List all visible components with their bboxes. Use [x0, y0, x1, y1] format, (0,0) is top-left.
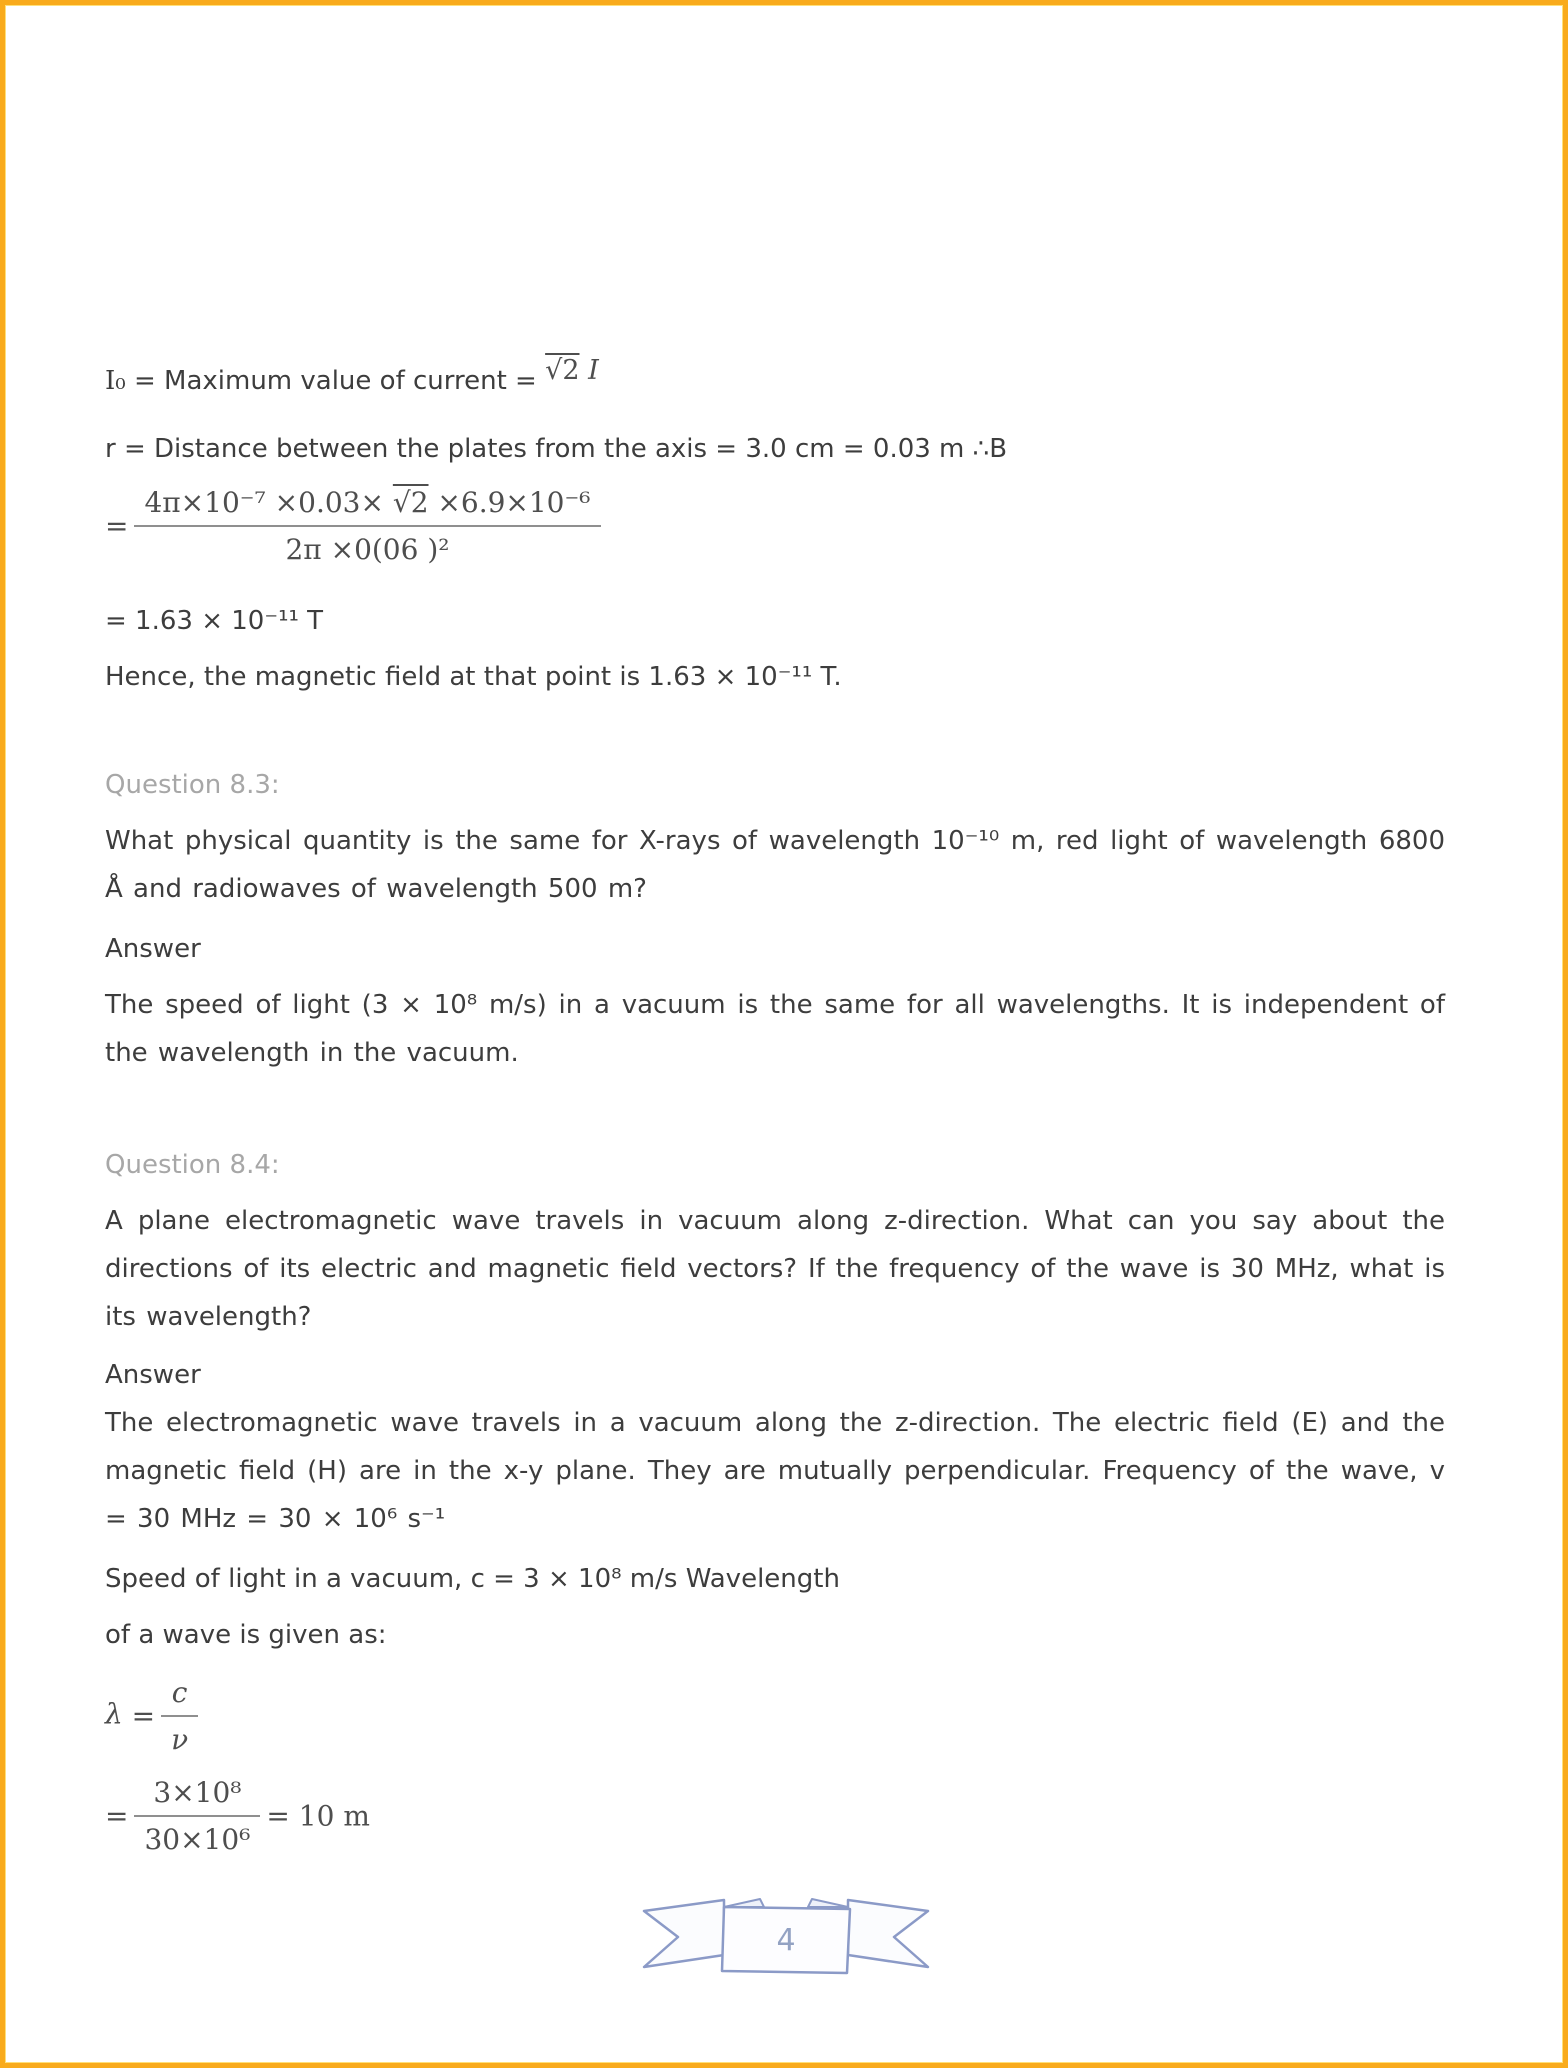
- calc-fraction-denominator: 30×10⁶: [144, 1823, 251, 1856]
- question-8-3-text: What physical quantity is the same for X-rays of wavelength 10⁻¹⁰ m, red light of wavelength 6800 Å and radiowaves of wavelength 500 m?: [105, 826, 1445, 904]
- ribbon-left-wing: [644, 1900, 724, 1967]
- ribbon-left-fold: [724, 1899, 764, 1907]
- question-8-4-text: A plane electromagnetic wave travels in vacuum along z-direction. What can you say about the directions of its electric and magnetic field vectors? If the frequency of the wave is 30 MHz, what is its wavelength?: [105, 1206, 1445, 1332]
- current-variable: I: [588, 355, 599, 386]
- i0-definition-line: [105, 357, 1445, 405]
- speed-of-light-line: Speed of light in a vacuum, c = 3 × 10⁸ m/s Wavelength: [105, 1564, 840, 1594]
- question-8-3-heading: Question 8.3:: [105, 770, 280, 800]
- calc-result: = 10 m: [266, 1799, 370, 1833]
- wavelength-calculation-formula: [105, 1773, 1445, 1859]
- i0-symbol: I₀: [105, 366, 126, 396]
- r-definition-line: r = Distance between the plates from the axis = 3.0 cm = 0.03 m ∴B: [105, 434, 1008, 464]
- answer-8-3-text: The speed of light (3 × 10⁸ m/s) in a vacuum is the same for all wavelengths. It is independent of the wavelength in the vacuum.: [105, 990, 1445, 1068]
- equals-sign: =: [131, 1699, 156, 1733]
- ribbon-right-fold: [808, 1899, 848, 1907]
- b-fraction-denominator: 2π ×0(06 )²: [285, 533, 450, 566]
- answer-8-4-text: The electromagnetic wave travels in a vacuum along the z-direction. The electric field (E) and the magnetic field (H) are in the x-y plane. They are mutually perpendicular. Frequency of the wave, v = 30 MHz = 30 × 10⁶ s⁻¹: [105, 1408, 1445, 1534]
- b-conclusion-line: Hence, the magnetic field at that point is 1.63 × 10⁻¹¹ T.: [105, 662, 842, 692]
- calculation-fraction: [134, 1773, 260, 1859]
- answer-label-8-3: Answer: [105, 934, 201, 964]
- i0-definition-text: = Maximum value of current =: [125, 366, 546, 396]
- lambda-symbol: λ: [105, 1697, 123, 1731]
- answer-label-8-4: Answer: [105, 1360, 201, 1390]
- page-number-ribbon: [636, 1895, 936, 1987]
- wavelength-given-as-line: of a wave is given as:: [105, 1620, 387, 1650]
- sqrt2-radical: √2: [392, 486, 429, 519]
- b-fraction-numerator: [134, 483, 600, 527]
- magnetic-field-fraction-formula: [105, 483, 1445, 569]
- c-over-nu-fraction: [161, 1673, 198, 1759]
- calc-fraction-numerator: 3×10⁸: [134, 1773, 260, 1817]
- numerator-left: 4π×10⁻⁷ ×0.03×: [144, 486, 393, 519]
- ribbon-right-wing: [848, 1900, 928, 1967]
- equals-sign: =: [105, 1799, 129, 1833]
- sqrt2-radical: √2: [545, 355, 580, 386]
- numerator-right: ×6.9×10⁻⁶: [428, 486, 591, 519]
- sqrt2-I-formula: [545, 355, 599, 386]
- question-8-4-heading: Question 8.4:: [105, 1150, 280, 1180]
- page-content: [5, 5, 1565, 1987]
- fraction-denominator-nu: ν: [171, 1723, 189, 1756]
- equals-sign: =: [105, 509, 129, 543]
- fraction-numerator-c: c: [161, 1673, 198, 1717]
- page-number: 4: [776, 1922, 796, 1958]
- b-fraction: [134, 483, 600, 569]
- b-result-line: = 1.63 × 10⁻¹¹ T: [105, 606, 324, 636]
- lambda-formula: [105, 1673, 1445, 1759]
